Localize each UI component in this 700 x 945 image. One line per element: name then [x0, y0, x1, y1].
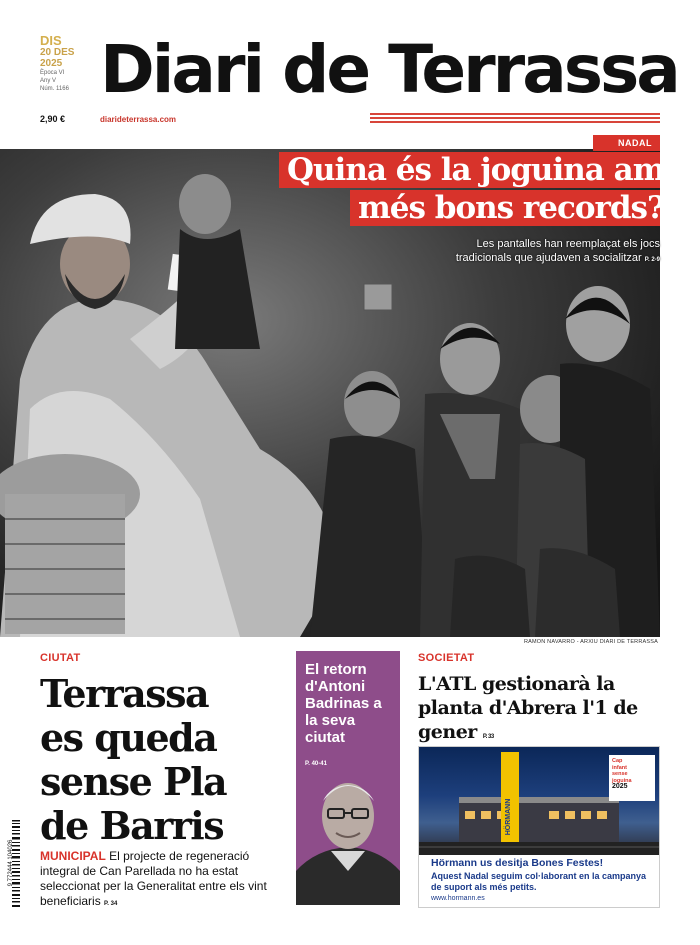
ad-title: Hörmann us desitja Bones Festes!: [431, 857, 604, 869]
left-headline[interactable]: [40, 672, 290, 848]
masthead-price: 2,90 €: [40, 114, 66, 124]
hormann-advertisement[interactable]: [418, 746, 660, 908]
masthead-issue: Núm. 1166: [40, 86, 69, 92]
photo-credit: RAMON NAVARRO - ARXIU DIARI DE TERRASSA: [523, 639, 658, 645]
masthead-series: Any V: [40, 78, 57, 84]
left-headline-line4: de Barris: [40, 803, 224, 848]
feature-portrait: [296, 771, 400, 905]
kicker-nadal[interactable]: NADAL: [593, 135, 660, 151]
right-page-ref[interactable]: P. 33: [482, 734, 494, 740]
masthead-year: 2025: [40, 58, 63, 69]
feature-box[interactable]: [296, 651, 400, 905]
ad-badge: [609, 755, 655, 801]
ad-url[interactable]: www.hormann.es: [431, 895, 485, 902]
right-headline-text: L'ATL gestionarà la planta d'Abrera l'1 de gener: [418, 673, 638, 743]
barcode-number: 9 772444 104026: [8, 839, 14, 887]
ad-badge-line4: joguina: [612, 777, 632, 784]
hero-headline-line1[interactable]: Quina és la joguina amb: [279, 152, 660, 188]
ad-badge-year: 2025: [612, 783, 628, 790]
hero-subhead-line1: Les pantalles han reemplaçat els jocs: [476, 238, 660, 250]
ad-text: Aquest Nadal seguim col·laborant en la campanya de suport als més petits.: [431, 871, 647, 892]
hero-subhead-line2: tradicionals que ajudaven a socialitzar: [455, 252, 642, 264]
section-ciutat[interactable]: CIUTAT: [40, 652, 81, 664]
left-headline-line1: Terrassa: [40, 671, 209, 716]
lead-text: El projecte de regeneració integral de Can Parellada no ha estat seleccionat per la Generalitat entre els vint beneficiaris: [40, 849, 267, 908]
masthead-date: 20 DES: [40, 47, 75, 58]
left-headline-line2: es queda: [40, 715, 217, 760]
left-lead: [40, 849, 290, 912]
right-headline[interactable]: [418, 672, 668, 749]
lead-tag-municipal[interactable]: MUNICIPAL: [40, 849, 106, 863]
masthead-date-block: [40, 34, 102, 93]
feature-page-ref[interactable]: P. 40-41: [305, 761, 327, 767]
ad-badge-line3: sense: [612, 771, 628, 777]
feature-headline: El retorn d'Antoni Badrinas a la seva ciutat: [305, 661, 382, 746]
newspaper-logo[interactable]: Diari de Terrassa: [100, 31, 678, 108]
masthead-epoch: Època VI: [40, 70, 65, 76]
hero-page-ref[interactable]: P. 2-9: [644, 257, 660, 263]
ad-badge-line2: infant: [612, 764, 627, 771]
hero-headline-line2[interactable]: més bons records?: [350, 190, 660, 226]
left-headline-line3: sense Pla: [40, 759, 227, 804]
masthead-day: DIS: [40, 33, 62, 48]
masthead-decorative-lines: [370, 113, 660, 127]
masthead-url[interactable]: diarideterrassa.com: [100, 115, 177, 124]
ad-photo: [419, 747, 660, 855]
barcode: [2, 820, 20, 910]
section-societat[interactable]: SOCIETAT: [418, 652, 475, 664]
svg-text:HÖRMANN: HÖRMANN: [505, 798, 512, 836]
ad-badge-line1: Cap: [612, 758, 623, 764]
hero-subhead: [360, 237, 660, 267]
left-page-ref[interactable]: P. 34: [104, 901, 118, 907]
